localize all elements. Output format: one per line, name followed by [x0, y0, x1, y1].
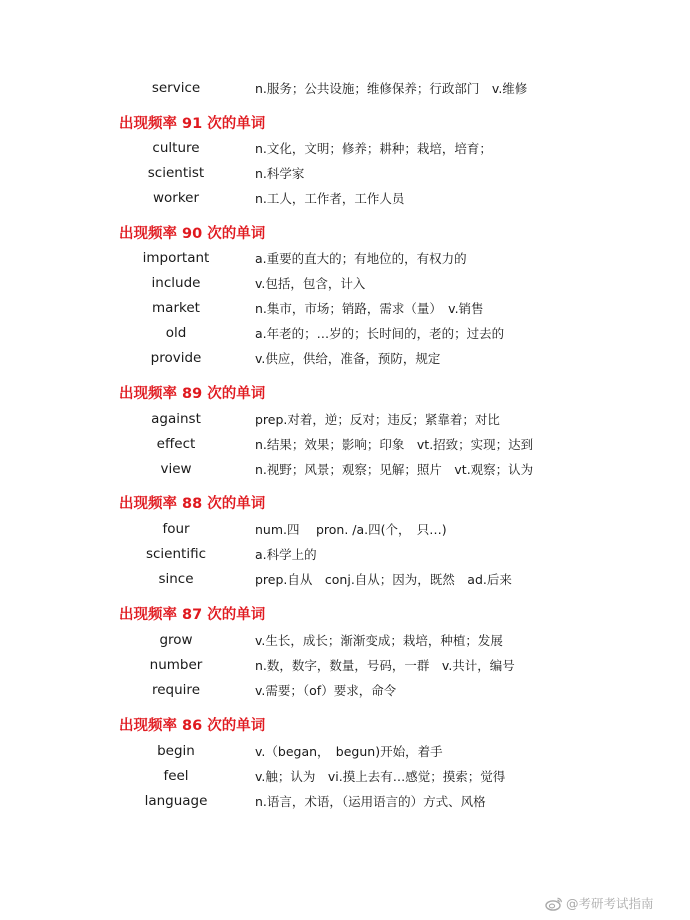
vocab-word: effect — [156, 436, 196, 452]
vocab-word: scientist — [147, 165, 205, 181]
vocab-word: scientific — [145, 546, 207, 562]
vocab-definition: a.年老的；…岁的；长时间的，老的；过去的 — [255, 326, 505, 341]
vocab-entry — [0, 296, 690, 321]
vocab-entry — [0, 628, 690, 653]
vocab-entry — [0, 789, 690, 814]
vocab-word: old — [165, 325, 187, 341]
vocab-word: view — [160, 461, 192, 477]
vocab-definition: v.需要；（of）要求，命令 — [255, 683, 397, 698]
frequency-heading: 出现频率 87 次的单词 — [119, 607, 266, 623]
vocab-definition: v.（began， begun)开始，着手 — [255, 744, 443, 759]
vocab-word: language — [144, 793, 208, 809]
vocab-definition: a.科学上的 — [255, 547, 317, 562]
frequency-heading: 出现频率 90 次的单词 — [119, 226, 266, 242]
vocab-word: important — [142, 250, 210, 266]
vocab-entry — [0, 76, 690, 101]
vocab-definition: prep.对着，逆；反对；违反；紧靠着；对比 — [255, 412, 500, 427]
vocab-entry — [0, 136, 690, 161]
vocab-definition: n.服务；公共设施；维修保养；行政部门 v.维修 — [255, 81, 528, 96]
vocab-definition: v.生长，成长；渐渐变成；栽培，种植；发展 — [255, 633, 503, 648]
watermark — [545, 893, 654, 913]
vocab-definition: n.结果；效果；影响；印象 vt.招致；实现；达到 — [255, 437, 534, 452]
vocab-entry — [0, 567, 690, 592]
vocab-definition: v.包括，包含，计入 — [255, 276, 366, 291]
vocab-definition: prep.自从 conj.自从；因为，既然 ad.后来 — [255, 572, 512, 587]
vocab-definition: n.语言，术语，（运用语言的）方式、风格 — [255, 794, 486, 809]
vocab-word: grow — [159, 632, 193, 648]
vocab-word: against — [151, 411, 201, 427]
vocab-word: number — [149, 657, 203, 673]
vocab-entry — [0, 271, 690, 296]
vocab-entry — [0, 407, 690, 432]
vocab-definition: n.科学家 — [255, 166, 305, 181]
frequency-heading: 出现频率 89 次的单词 — [119, 386, 266, 402]
vocab-entry — [0, 764, 690, 789]
vocab-word: since — [158, 571, 194, 587]
vocab-definition: a.重要的直大的；有地位的，有权力的 — [255, 251, 467, 266]
vocab-entry — [0, 161, 690, 186]
vocab-entry — [0, 457, 690, 482]
vocab-entry — [0, 739, 690, 764]
vocab-entry — [0, 186, 690, 211]
vocab-entry — [0, 246, 690, 271]
vocab-word: begin — [157, 743, 195, 759]
frequency-heading: 出现频率 86 次的单词 — [119, 718, 266, 734]
vocab-entry — [0, 321, 690, 346]
vocab-word: market — [152, 300, 200, 316]
vocab-entry — [0, 432, 690, 457]
vocab-definition: n.视野；风景；观察；见解；照片 vt.观察；认为 — [255, 462, 534, 477]
vocab-entry — [0, 653, 690, 678]
vocab-definition: v.触；认为 vi.摸上去有…感觉；摸索；觉得 — [255, 769, 506, 784]
vocab-word: worker — [152, 190, 200, 206]
frequency-heading: 出现频率 88 次的单词 — [119, 496, 266, 512]
vocab-definition: n.文化，文明；修养；耕种；栽培，培育； — [255, 141, 492, 156]
vocab-entry — [0, 346, 690, 371]
vocab-word: feel — [163, 768, 189, 784]
vocab-word: culture — [152, 140, 200, 156]
vocab-word: require — [152, 682, 200, 698]
frequency-heading: 出现频率 91 次的单词 — [119, 116, 266, 132]
vocab-entry — [0, 517, 690, 542]
watermark-text: @考研考试指南 — [566, 896, 654, 911]
vocab-definition: n.集市，市场；销路，需求（量） v.销售 — [255, 301, 484, 316]
vocab-entry — [0, 542, 690, 567]
vocab-word: include — [151, 275, 201, 291]
vocab-word: four — [162, 521, 190, 537]
vocab-definition: n.数，数字，数量，号码，一群 v.共计，编号 — [255, 658, 515, 673]
vocab-word: service — [151, 80, 201, 96]
vocab-definition: num.四 pron. /a.四(个， 只…) — [255, 522, 447, 537]
vocab-entry — [0, 678, 690, 703]
vocab-definition: n.工人，工作者，工作人员 — [255, 191, 405, 206]
vocab-definition: v.供应，供给，准备，预防，规定 — [255, 351, 441, 366]
weibo-logo-icon — [545, 896, 563, 911]
vocab-word: provide — [150, 350, 202, 366]
